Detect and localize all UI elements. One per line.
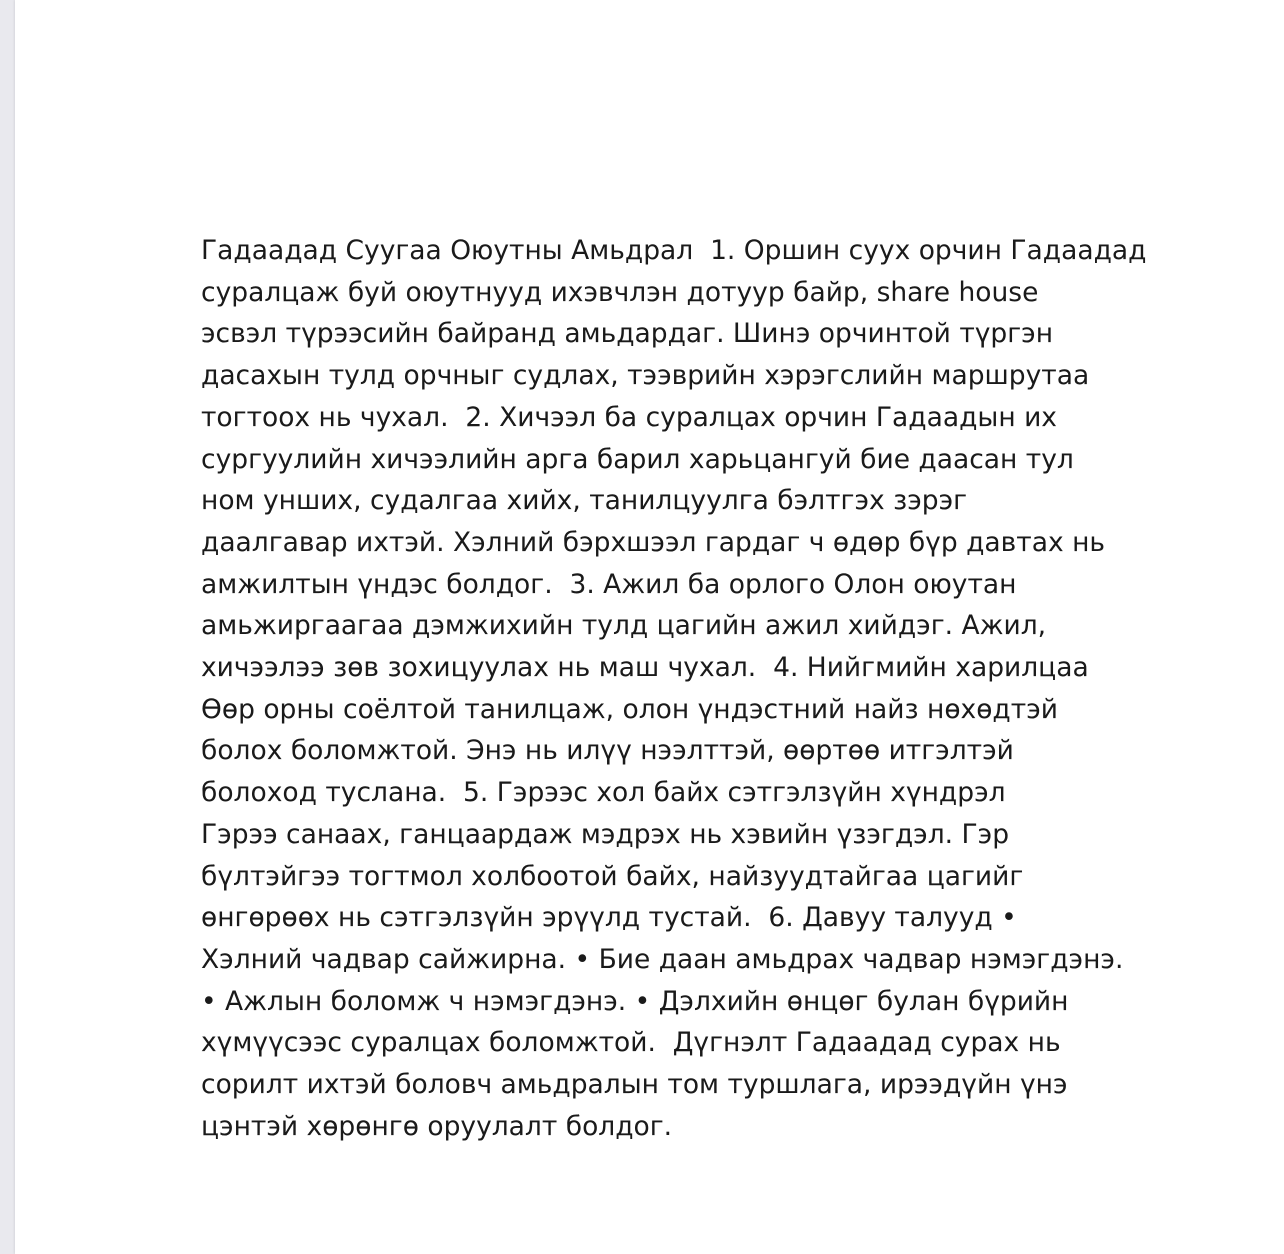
text-line: суралцаж буй оюутнууд ихэвчлэн дотуур байр, share house [201,276,1039,308]
document-page [15,0,1284,1254]
text-line: өнгөрөөх нь сэтгэлзүйн эрүүлд тустай. 6. Давуу талууд • [201,902,1017,934]
text-line: хичээлээ зөв зохицуулах нь маш чухал. 4. Нийгмийн харилцаа [201,652,1089,684]
text-line: эсвэл түрээсийн байранд амьдардаг. Шинэ орчинтой түргэн [201,318,1054,350]
text-line: тогтоох нь чухал. 2. Хичээл ба суралцах орчин Гадаадын их [201,401,1057,433]
text-line: цэнтэй хөрөнгө оруулалт болдог. [201,1110,673,1142]
text-line: Хэлний чадвар сайжирна. • Бие даан амьдрах чадвар нэмэгдэнэ. [201,943,1124,975]
text-line: сорилт ихтэй боловч амьдралын том туршлага, ирээдүйн үнэ [201,1069,1068,1101]
text-line: бүлтэйгээ тогтмол холбоотой байх, найзуудтайгаа цагийг [201,860,1024,892]
text-line: амжилтын үндэс болдог. 3. Ажил ба орлого Олон оюутан [201,568,1017,600]
text-line: Өөр орны соёлтой танилцаж, олон үндэстний найз нөхөдтэй [201,693,1058,725]
text-line: Гадаадад Суугаа Оюутны Амьдрал 1. Оршин суух орчин Гадаадад [201,235,1147,266]
text-line: сургуулийн хичээлийн арга барил харьцангуй бие даасан тул [201,443,1074,475]
text-line: болоход туслана. 5. Гэрээс хол байх сэтгэлзүйн хүндрэл [201,777,1006,809]
text-line: Гэрээ санаах, ганцаардаж мэдрэх нь хэвийн үзэгдэл. Гэр [201,818,1010,850]
text-line: даалгавар ихтэй. Хэлний бэрхшээл гардаг ч өдөр бүр давтах нь [201,526,1106,558]
text-line: болох боломжтой. Энэ нь илүү нээлттэй, өөртөө итгэлтэй [201,735,1014,767]
text-line: ном унших, судалгаа хийх, танилцуулга бэлтгэх зэрэг [201,485,968,517]
text-line: хүмүүсээс суралцах боломжтой. Дүгнэлт Гадаадад сурах нь [201,1027,1061,1059]
text-line: • Ажлын боломж ч нэмэгдэнэ. • Дэлхийн өнцөг булан бүрийн [201,985,1069,1017]
document-body-text [201,230,1201,1147]
text-line: амьжиргаагаа дэмжихийн тулд цагийн ажил хийдэг. Ажил, [201,610,1047,642]
text-line: дасахын тулд орчныг судлах, тээврийн хэрэгслийн маршрутаа [201,360,1090,392]
